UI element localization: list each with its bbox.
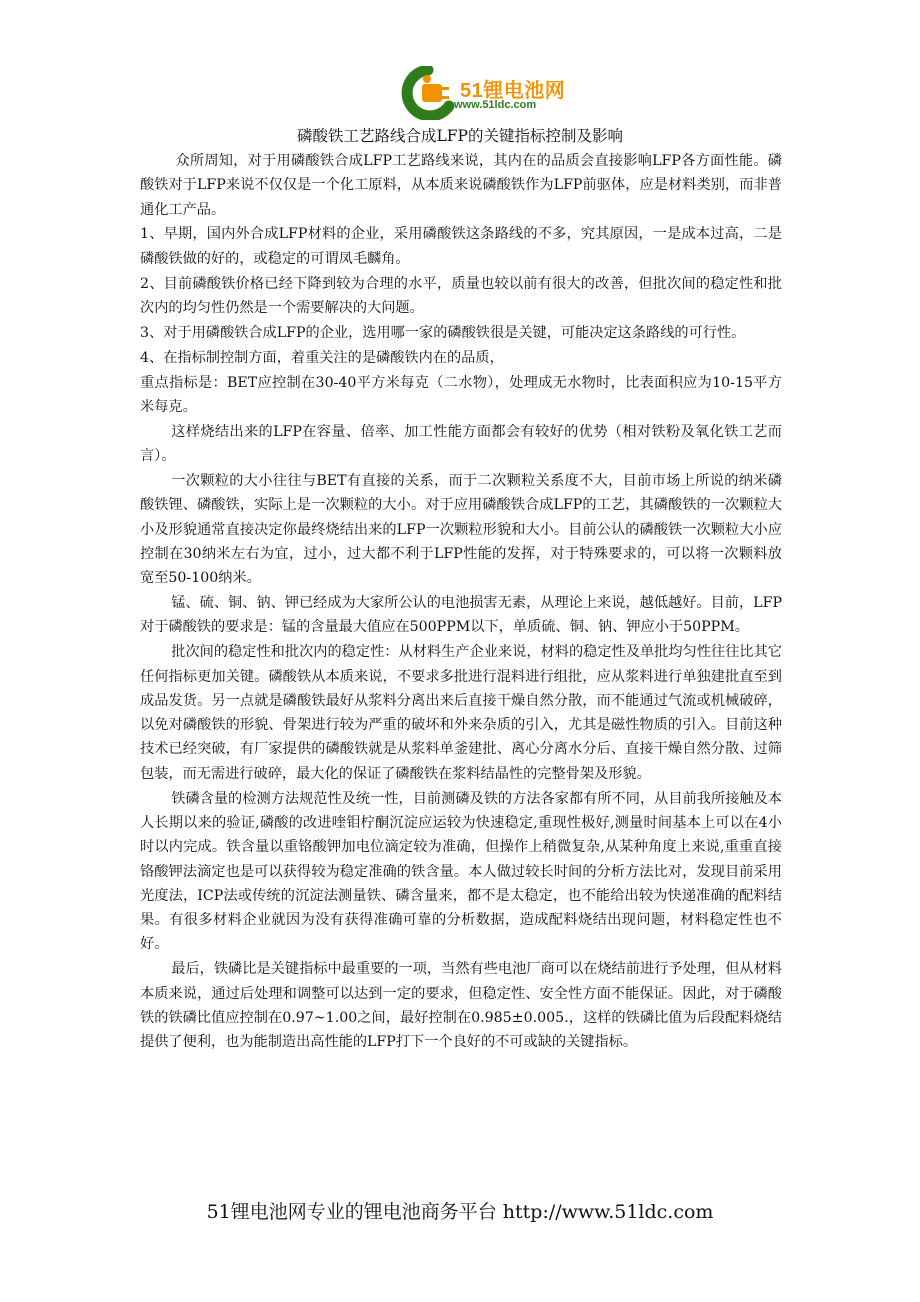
document-title: 磷酸铁工艺路线合成LFP的关键指标控制及影响 [297,127,623,145]
paragraph-fe-p-ratio: 最后，铁磷比是关键指标中最重要的一项，当然有些电池厂商可以在烧结前进行予处理，但从材料本质来说，通过后处理和调整可以达到一定的要求，但稳定性、安全性方面不能保证。因此，对于磷酸铁的铁磷比值应控制在0.97~1.00之间，最好控制在0.985±0.005.，这样的铁磷比值为后段配料烧结提供了便利，也为能制造出高性能的LFP打下一个良好的不可或缺的关键指标。 [140,961,782,1051]
page-footer: 51锂电池网专业的锂电池商务平台 http://www.51ldc.com [206,1201,714,1223]
paragraph-point-3: 3、对于用磷酸铁合成LFP的企业，选用哪一家的磷酸铁很是关键，可能决定这条路线的可行性。 [140,324,746,341]
paragraph-primary-particle: 一次颗粒的大小往往与BET有直接的关系，而于二次颗粒关系度不大，目前市场上所说的纳米磷酸铁锂、磷酸铁，实际上是一次颗粒的大小。对于应用磷酸铁合成LFP的工艺，其磷酸铁的一次颗粒大小及形貌通常直接决定你最终烧结出来的LFP一次颗粒形貌和大小。目前公认的磷酸铁一次颗粒大小应控制在30纳米左右为宜，过小，过大都不利于LFP性能的发挥，对于特殊要求的，可以将一次颗料放宽至50-100纳米。 [140,473,782,587]
paragraph-sintering-advantage: 这样烧结出来的LFP在容量、倍率、加工性能方面都会有较好的优势（相对铁粉及氧化铁工艺而言）。 [140,423,782,465]
paragraph-intro: 众所周知，对于用磷酸铁合成LFP工艺路线来说，其内在的品质会直接影响LFP各方面性能。磷酸铁对于LFP来说不仅仅是一个化工原料，从本质来说磷酸铁作为LFP前驱体，应是材料类别，而非普通化工产品。 [140,153,782,218]
paragraph-batch-stability: 批次间的稳定性和批次内的稳定性：从材料生产企业来说，材料的稳定性及单批均匀性往往比其它任何指标更加关键。磷酸铁从本质来说，不要求多批进行混料进行组批，应从浆料进行单独建批直至到成品发货。另一点就是磷酸铁最好从浆料分离出来后直接干燥自然分散，而不能通过气流或机械破碎，以免对磷酸铁的形貌、骨架进行较为严重的破坏和外来杂质的引入，尤其是磁性物质的引入。目前这种技术已经突破，有厂家提供的磷酸铁就是从浆料单釜建批、离心分离水分后、直接干燥自然分散、过筛包装，而无需进行破碎，最大化的保证了磷酸铁在浆料结晶性的完整骨架及形貌。 [140,644,782,782]
site-logo [396,66,566,120]
logo-name: 51锂电池网 [460,80,566,102]
paragraph-point-2: 2、目前磷酸铁价格已经下降到较为合理的水平，质量也较以前有很大的改善，但批次间的稳定性和批次内的均匀性仍然是一个需要解决的大问题。 [140,275,782,316]
logo-url: www.51ldc.com [454,99,537,111]
paragraph-detection-method: 铁磷含量的检测方法规范性及统一性，目前测磷及铁的方法各家都有所不同，从目前我所接触及本人长期以来的验证,磷酸的改进喹钼柠酮沉淀应运较为快速稳定,重现性极好,测量时间基本上可以在4小时以内完成。铁含量以重铬酸钾加电位滴定较为准确，但操作上稍微复杂,从某种角度上来说,重重直接铬酸钾法滴定也是可以获得较为稳定准确的铁含量。本人做过较长时间的分析方法比对，发现目前采用光度法，ICP法或传统的沉淀法测量铁、磷含量来，都不是太稳定，也不能给出较为快递准确的配料结果。有很多材料企业就因为没有获得准确可靠的分析数据，造成配料烧结出现问题，材料稳定性也不好。 [140,790,782,953]
paragraph-point-4: 4、在指标制控制方面，着重关注的是磷酸铁内在的品质， [140,349,504,366]
paragraph-point-1: 1、早期，国内外合成LFP材料的企业，采用磷酸铁这条路线的不多，究其原因，一是成本过高，二是磷酸铁做的好的，或稳定的可谓凤毛麟角。 [140,226,782,267]
document-body [140,149,782,1055]
paragraph-key-indicators: 重点指标是：BET应控制在30-40平方米每克（二水物），处理成无水物时，比表面积应为10-15平方米每克。 [140,374,782,415]
paragraph-impurities: 锰、硫、铜、钠、钾已经成为大家所公认的电池损害无素，从理论上来说，越低越好。目前，LFP对于磷酸铁的要求是：锰的含量最大值应在500PPM以下，单质硫、铜、钠、钾应小于50PPM。 [140,595,782,636]
lithium-battery-plug-logo-icon [396,66,460,120]
